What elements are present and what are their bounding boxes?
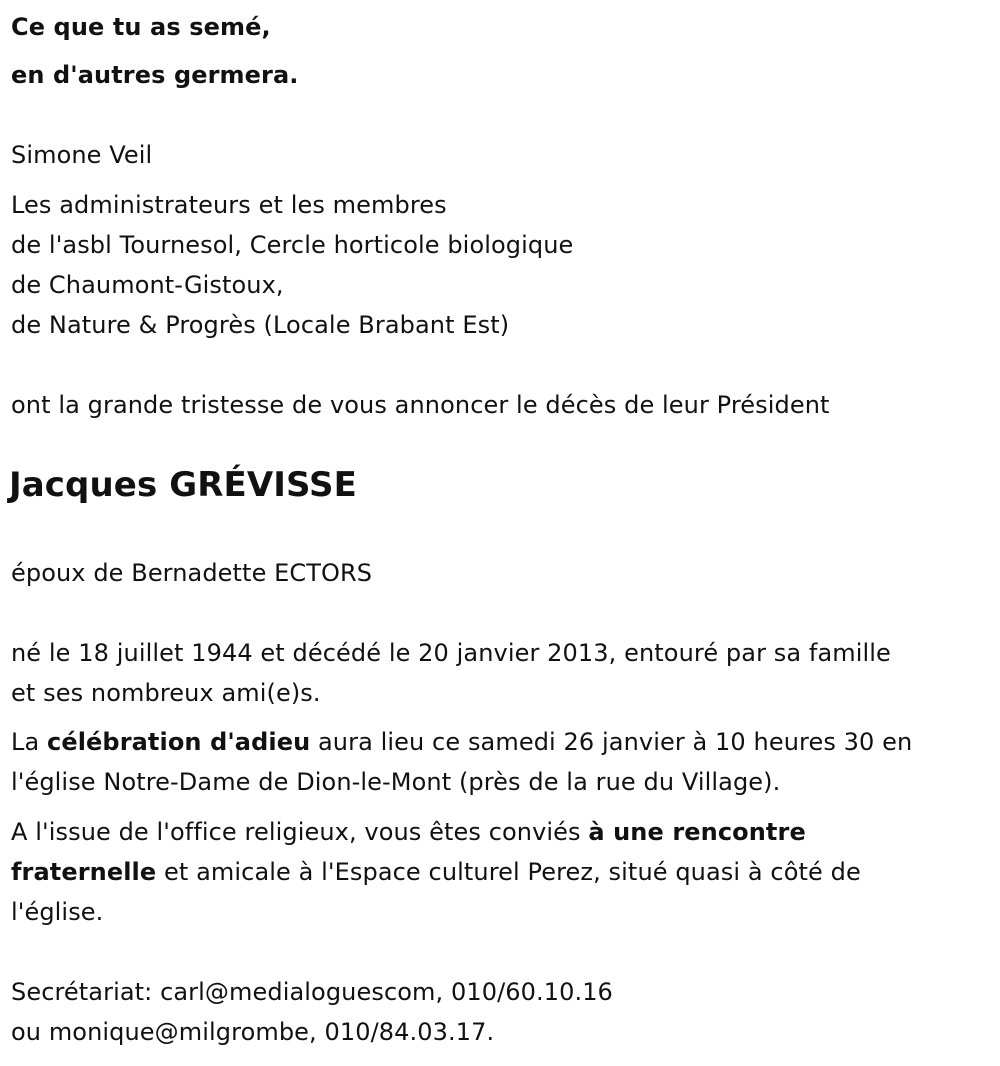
ceremony-line-1	[11, 727, 912, 757]
contact-line-2: ou monique@milgrombe, 010/84.03.17.	[11, 1018, 495, 1046]
gathering-emphasis-1: à une rencontre	[588, 818, 806, 846]
ceremony-line-2: l'église Notre-Dame de Dion-le-Mont (près de la rue du Village).	[11, 768, 781, 796]
gathering-line-2	[11, 857, 861, 887]
life-dates-line-2: et ses nombreux ami(e)s.	[11, 679, 321, 707]
ceremony-emphasis: célébration d'adieu	[47, 728, 311, 756]
announcement-text: ont la grande tristesse de vous annoncer le décès de leur Président	[11, 391, 830, 419]
life-dates-line-1: né le 18 juillet 1944 et décédé le 20 janvier 2013, entouré par sa famille	[11, 639, 891, 667]
quote-line-1: Ce que tu as semé,	[11, 13, 271, 41]
spouse-text: époux de Bernadette ECTORS	[11, 559, 373, 587]
gathering-emphasis-2: fraternelle	[11, 858, 157, 886]
ceremony-line-1-rest: aura lieu ce samedi 26 janvier à 10 heures 30 en	[310, 728, 913, 756]
announcers-line-1: Les administrateurs et les membres	[11, 191, 447, 219]
quote-line-2: en d'autres germera.	[11, 61, 299, 89]
contact-line-1: Secrétariat: carl@medialoguescom, 010/60.10.16	[11, 978, 613, 1006]
announcers-line-3: de Chaumont-Gistoux,	[11, 271, 284, 299]
gathering-line-1	[11, 817, 806, 847]
gathering-line-2-rest: et amicale à l'Espace culturel Perez, situé quasi à côté de	[156, 858, 861, 886]
announcers-line-2: de l'asbl Tournesol, Cercle horticole biologique	[11, 231, 574, 259]
quote-author: Simone Veil	[11, 141, 153, 169]
deceased-name: Jacques GRÉVISSE	[9, 465, 357, 505]
gathering-line-3: l'église.	[11, 898, 104, 926]
announcers-line-4: de Nature & Progrès (Locale Brabant Est)	[11, 311, 510, 339]
ceremony-prefix: La	[11, 728, 48, 756]
gathering-line-1-start: A l'issue de l'office religieux, vous êtes conviés	[11, 818, 589, 846]
